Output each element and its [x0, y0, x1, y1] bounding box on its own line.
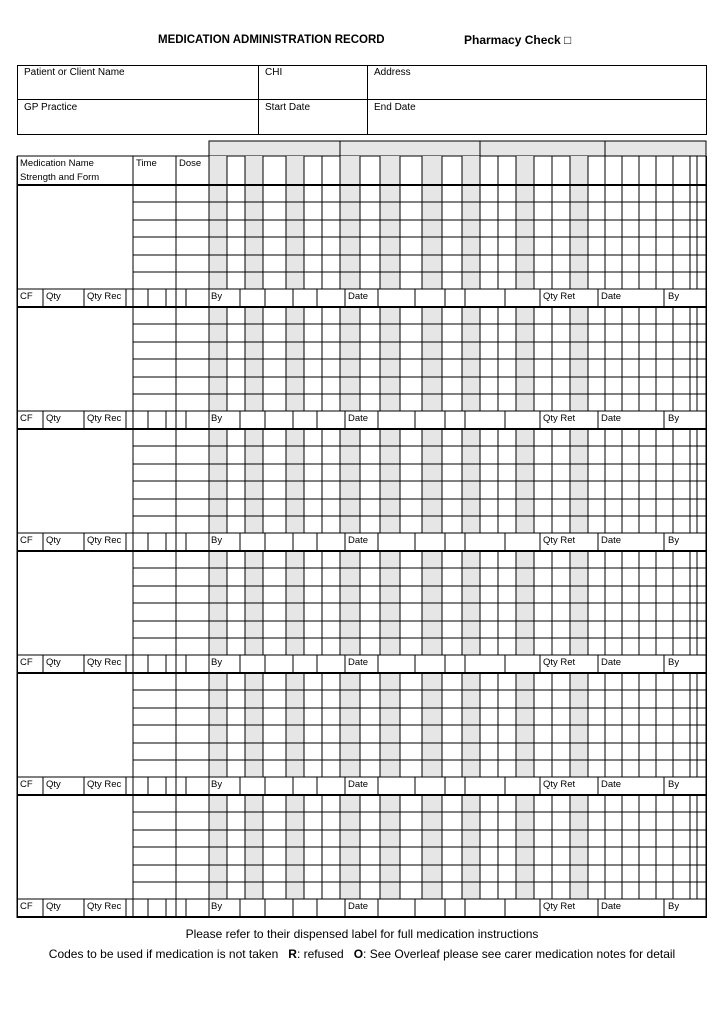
footer-date2-label: Date	[601, 657, 622, 668]
footer-cf-label: CF	[20, 291, 33, 302]
footer-date2-label: Date	[601, 413, 622, 424]
footer-qty-rec-label: Qty Rec	[87, 413, 122, 424]
code-r: R	[288, 947, 297, 961]
code-r-text: : refused	[296, 947, 344, 961]
codes-legend	[0, 947, 724, 961]
date-header-band	[340, 141, 480, 156]
footer-qty-label: Qty	[46, 901, 61, 912]
footer-qty-label: Qty	[46, 535, 61, 546]
footer-by-label: By	[211, 535, 223, 546]
start-date-field[interactable]: Start Date	[265, 102, 311, 113]
dose-header: Dose	[179, 158, 202, 169]
shaded-day-column	[422, 156, 442, 289]
page-title: MEDICATION ADMINISTRATION RECORD	[158, 34, 385, 46]
med-name-header: Medication Name	[20, 158, 94, 169]
footer-date2-label: Date	[601, 535, 622, 546]
strength-form-header: Strength and Form	[20, 172, 100, 183]
chi-field[interactable]: CHI	[265, 67, 283, 78]
code-o-text: : See Overleaf please see carer medication notes for detail	[363, 947, 676, 961]
footer-date-label: Date	[348, 291, 369, 302]
footer-by-label: By	[211, 901, 223, 912]
footer-date2-label: Date	[601, 291, 622, 302]
shaded-day-column	[245, 156, 263, 289]
footer-qty-ret-label: Qty Ret	[543, 657, 576, 668]
footer-cf-label: CF	[20, 413, 33, 424]
footer-qty-rec-label: Qty Rec	[87, 657, 122, 668]
footer-qty-ret-label: Qty Ret	[543, 901, 576, 912]
footer-qty-rec-label: Qty Rec	[87, 535, 122, 546]
footer-by-label: By	[211, 291, 223, 302]
client-name-field[interactable]: Patient or Client Name	[24, 67, 125, 78]
footer-qty-rec-label: Qty Rec	[87, 779, 122, 790]
shaded-day-column	[340, 156, 360, 289]
shaded-day-column	[570, 156, 588, 289]
shaded-day-column	[286, 156, 304, 289]
footer-qty-rec-label: Qty Rec	[87, 291, 122, 302]
date-header-band	[480, 141, 605, 156]
footer-by2-label: By	[668, 291, 680, 302]
dispensed-label-note: Please refer to their dispensed label for full medication instructions	[185, 927, 539, 941]
footer-qty-label: Qty	[46, 291, 61, 302]
shaded-day-column	[516, 156, 534, 289]
footer-qty-ret-label: Qty Ret	[543, 413, 576, 424]
footer-by2-label: By	[668, 535, 680, 546]
address-field[interactable]: Address	[374, 67, 411, 78]
footer-qty-rec-label: Qty Rec	[87, 901, 122, 912]
footer-cf-label: CF	[20, 901, 33, 912]
footer-cf-label: CF	[20, 535, 33, 546]
footer-date-label: Date	[348, 779, 369, 790]
footer-by2-label: By	[668, 901, 680, 912]
footer-date2-label: Date	[601, 901, 622, 912]
footer-by-label: By	[211, 657, 223, 668]
pharmacy-check-label: Pharmacy Check □	[464, 33, 572, 47]
time-header: Time	[136, 158, 157, 169]
footer-cf-label: CF	[20, 657, 33, 668]
footer-by-label: By	[211, 413, 223, 424]
footer-qty-ret-label: Qty Ret	[543, 779, 576, 790]
footer-by2-label: By	[668, 779, 680, 790]
date-header-band	[209, 141, 340, 156]
footer-qty-label: Qty	[46, 413, 61, 424]
date-header-band	[605, 141, 706, 156]
footer-date2-label: Date	[601, 779, 622, 790]
shaded-day-column	[380, 156, 400, 289]
footer-qty-label: Qty	[46, 657, 61, 668]
footer-date-label: Date	[348, 535, 369, 546]
footer-by2-label: By	[668, 657, 680, 668]
end-date-field[interactable]: End Date	[374, 102, 416, 113]
footer-by2-label: By	[668, 413, 680, 424]
footer-date-label: Date	[348, 657, 369, 668]
footer-by-label: By	[211, 779, 223, 790]
footer-qty-label: Qty	[46, 779, 61, 790]
code-o: O	[353, 947, 364, 961]
shaded-day-column	[462, 156, 480, 289]
footer-qty-ret-label: Qty Ret	[543, 535, 576, 546]
footer-date-label: Date	[348, 901, 369, 912]
footer-date-label: Date	[348, 413, 369, 424]
footer-cf-label: CF	[20, 779, 33, 790]
footer-qty-ret-label: Qty Ret	[543, 291, 576, 302]
codes-prefix: Codes to be used if medication is not taken	[48, 947, 279, 961]
gp-practice-field[interactable]: GP Practice	[24, 102, 78, 113]
shaded-day-column	[209, 156, 227, 289]
